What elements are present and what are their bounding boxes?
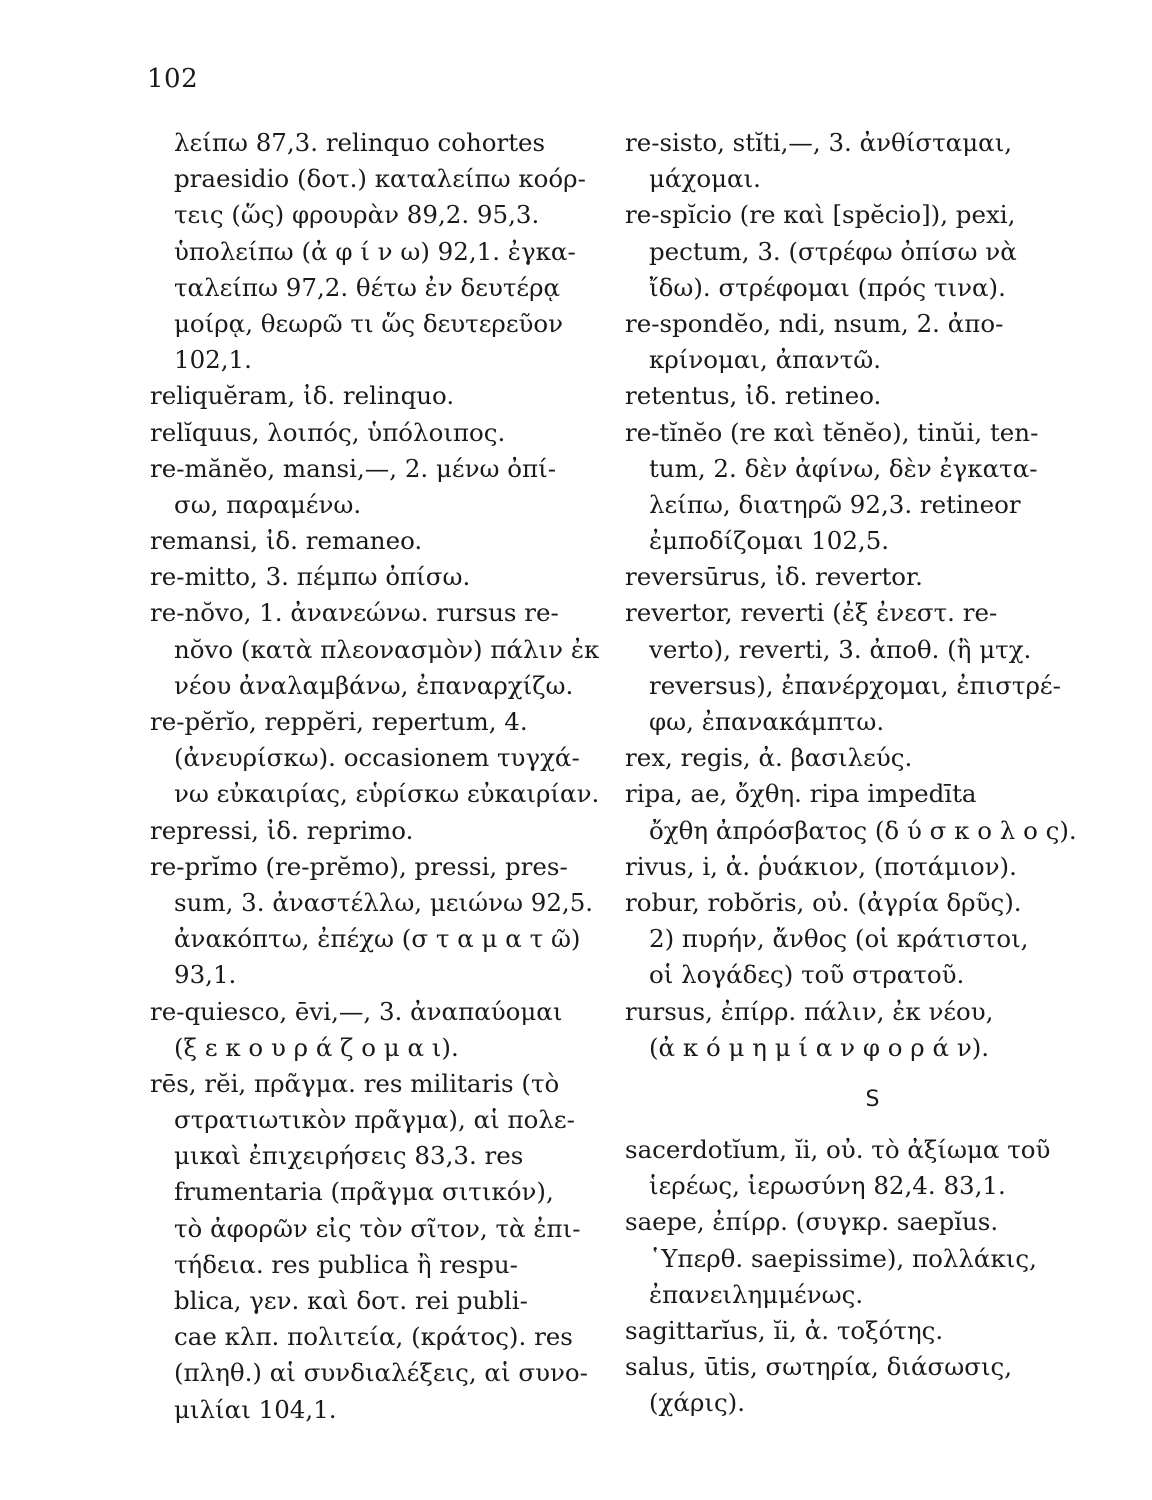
entry-headword-line: revertor, reverti (ἐξ ἐνεστ. re- [625,598,998,628]
right-column-entries-s [625,1132,1120,1422]
entry-continuation-line: blica, γεν. καὶ δοτ. rei publi- [174,1286,528,1315]
entry-continuation-line: 2) πυρήν, ἄνθος (οἱ κράτιστοι, [649,924,1029,954]
entry-headword-line: re-spondĕo, ndi, nsum, 2. ἀπο- [625,308,1004,338]
entry-headword-line: re-prĭmo (re-prĕmo), pressi, pres- [150,851,568,881]
entry-headword-line: re-sisto, stĭti,—, 3. ἀνθίσταμαι, [625,128,1013,157]
entry-headword-line: repressi, ἰδ. reprimo. [150,815,414,845]
entry-headword-line: reversūrus, ἰδ. revertor. [625,562,923,592]
entry-continuation-line: (ἀ κ ό μ η μ ί α ν φ ο ρ ά ν). [649,1032,990,1062]
entry-continuation-line: μικαὶ ἐπιχειρήσεις 83,3. res [174,1141,524,1171]
entry-headword-line: ripa, ae, ὄχθη. ripa impedīta [625,779,977,809]
entry-continuation-line: μάχομαι. [649,164,761,194]
entry-headword-line: remansi, ἰδ. remaneo. [150,526,423,556]
entry-continuation-line: τεις (ὥς) φρουρὰν 89,2. 95,3. [174,200,540,230]
entry-continuation-line: sum, 3. ἀναστέλλω, μειώνω 92,5. [174,887,594,917]
entry-headword-line: reliquĕram, ἰδ. relinquo. [150,381,455,411]
entry-continuation-line: (ξ ε κ ο υ ρ ά ζ ο μ α ι). [174,1032,459,1062]
entry-headword-line: sacerdotĭum, ĭi, οὐ. τὸ ἀξίωμα τοῦ [625,1135,1051,1165]
entry-continuation-line: ἐμποδίζομαι 102,5. [649,526,890,556]
entry-headword-line: rivus, i, ἀ. ῥυάκιον, (ποτάμιον). [625,851,1017,881]
entry-continuation-line: 102,1. [174,345,252,375]
entry-continuation-line: ἐπανειλημμένως. [649,1279,864,1309]
entry-continuation-line: σω, παραμένω. [174,489,362,519]
entry-continuation-line: ῾Υπερθ. saepissime), πολλάκις, [649,1243,1037,1273]
section-letter: S [865,1086,880,1112]
entry-continuation-line: μιλίαι 104,1. [174,1394,337,1424]
entry-continuation-line: pectum, 3. (στρέφω ὀπίσω νὰ [649,236,1017,266]
entry-continuation-line: στρατιωτικὸν πρᾶγμα), αἱ πολε- [174,1105,575,1135]
entry-headword-line: re-mănĕo, mansi,—, 2. μένω ὀπί- [150,453,556,483]
entry-continuation-line: tum, 2. δὲν ἀφίνω, δὲν ἐγκατα- [649,453,1038,483]
right-column [625,125,1120,1422]
entry-continuation-line: οἱ λογάδες) τοῦ στρατοῦ. [649,960,965,990]
entry-continuation-line: frumentaria (πρᾶγμα σιτικόν), [174,1177,554,1207]
left-column [150,125,600,1428]
entry-headword-line: saepe, ἐπίρρ. (συγκρ. saepĭus. [625,1207,999,1237]
entry-headword-line: re-mitto, 3. πέμπω ὀπίσω. [150,562,471,592]
entry-headword-line: rēs, rĕi, πρᾶγμα. res militaris (τὸ [150,1068,560,1098]
entry-continuation-line: verto), reverti, 3. ἀποθ. (ἢ μτχ. [649,634,1032,664]
right-column-entries-r [625,125,1120,1066]
entry-continuation-line: ἀνακόπτω, ἐπέχω (σ τ α μ α τ ῶ) [174,924,581,954]
entry-continuation-line: 93,1. [174,960,237,990]
entry-continuation-line: (πληθ.) αἱ συνδιαλέξεις, αἱ συνο- [174,1358,588,1388]
entry-continuation-line: ὄχθη ἀπρόσβατος (δ ύ σ κ ο λ ο ς). [649,815,1077,845]
entry-continuation-line: (χάρις). [649,1388,746,1418]
entry-continuation-line: νω εὐκαιρίας, εὑρίσκω εὐκαιρίαν. [174,779,600,809]
entry-continuation-line: κρίνομαι, ἀπαντῶ. [649,345,882,375]
entry-headword-line: robur, robŏris, οὐ. (ἀγρία δρῦς). [625,887,1022,917]
entry-continuation-line: λείπω 87,3. relinquo cohortes [174,128,546,157]
entry-continuation-line: praesidio (δοτ.) καταλείπω κοόρ- [174,164,586,194]
entry-headword-line: re-nŏvo, 1. ἀνανεώνω. rursus re- [150,598,559,628]
entry-headword-line: retentus, ἰδ. retineo. [625,381,882,411]
entry-continuation-line: ἴδω). στρέφομαι (πρός τινα). [649,272,1006,302]
entry-continuation-line: reversus), ἐπανέρχομαι, ἐπιστρέ- [649,670,1061,700]
entry-continuation-line: λείπω, διατηρῶ 92,3. retineor [649,489,1021,519]
entry-continuation-line: ταλείπω 97,2. θέτω ἐν δευτέρᾳ [174,272,561,302]
entry-continuation-line: (ἀνευρίσκω). occasionem τυγχά- [174,743,580,773]
entry-headword-line: salus, ūtis, σωτηρία, διάσωσις, [625,1352,1013,1382]
entry-headword-line: rursus, ἐπίρρ. πάλιν, ἐκ νέου, [625,996,994,1026]
page-number: 102 [147,64,199,94]
entry-continuation-line: νέου ἀναλαμβάνω, ἐπαναρχίζω. [174,670,574,700]
entry-headword-line: sagittarĭus, ĭi, ἀ. τοξότης. [625,1316,944,1345]
entry-headword-line: re-pĕrĭo, reppĕri, repertum, 4. [150,707,528,736]
entry-continuation-line: ὑπολείπω (ἀ φ ί ν ω) 92,1. ἐγκα- [174,236,576,266]
entry-headword-line: relĭquus, λοιπός, ὑπόλοιπος. [150,417,506,447]
entry-continuation-line: nŏvo (κατὰ πλεονασμὸν) πάλιν ἐκ [174,634,600,664]
entry-headword-line: re-quiesco, ēvi,—, 3. ἀναπαύομαι [150,996,563,1026]
entry-continuation-line: ἱερέως, ἱερωσύνη 82,4. 83,1. [649,1171,1006,1201]
entry-headword-line: re-tĭnĕo (re καὶ tĕnĕo), tinŭi, ten- [625,417,1039,447]
entry-continuation-line: τὸ ἀφορῶν εἰς τὸν σῖτον, τὰ ἐπι- [174,1213,581,1243]
entry-continuation-line: τήδεια. res publica ἢ respu- [174,1249,518,1279]
entry-continuation-line: cae κλπ. πολιτεία, (κράτος). res [174,1322,573,1352]
entry-continuation-line: φω, ἐπανακάμπτω. [649,707,885,736]
entry-headword-line: re-spĭcio (re καὶ [spĕcio]), pexi, [625,200,1016,230]
entry-continuation-line: μοίρᾳ, θεωρῶ τι ὥς δευτερεῦον [174,308,564,338]
entry-headword-line: rex, regis, ἀ. βασιλεύς. [625,743,913,773]
